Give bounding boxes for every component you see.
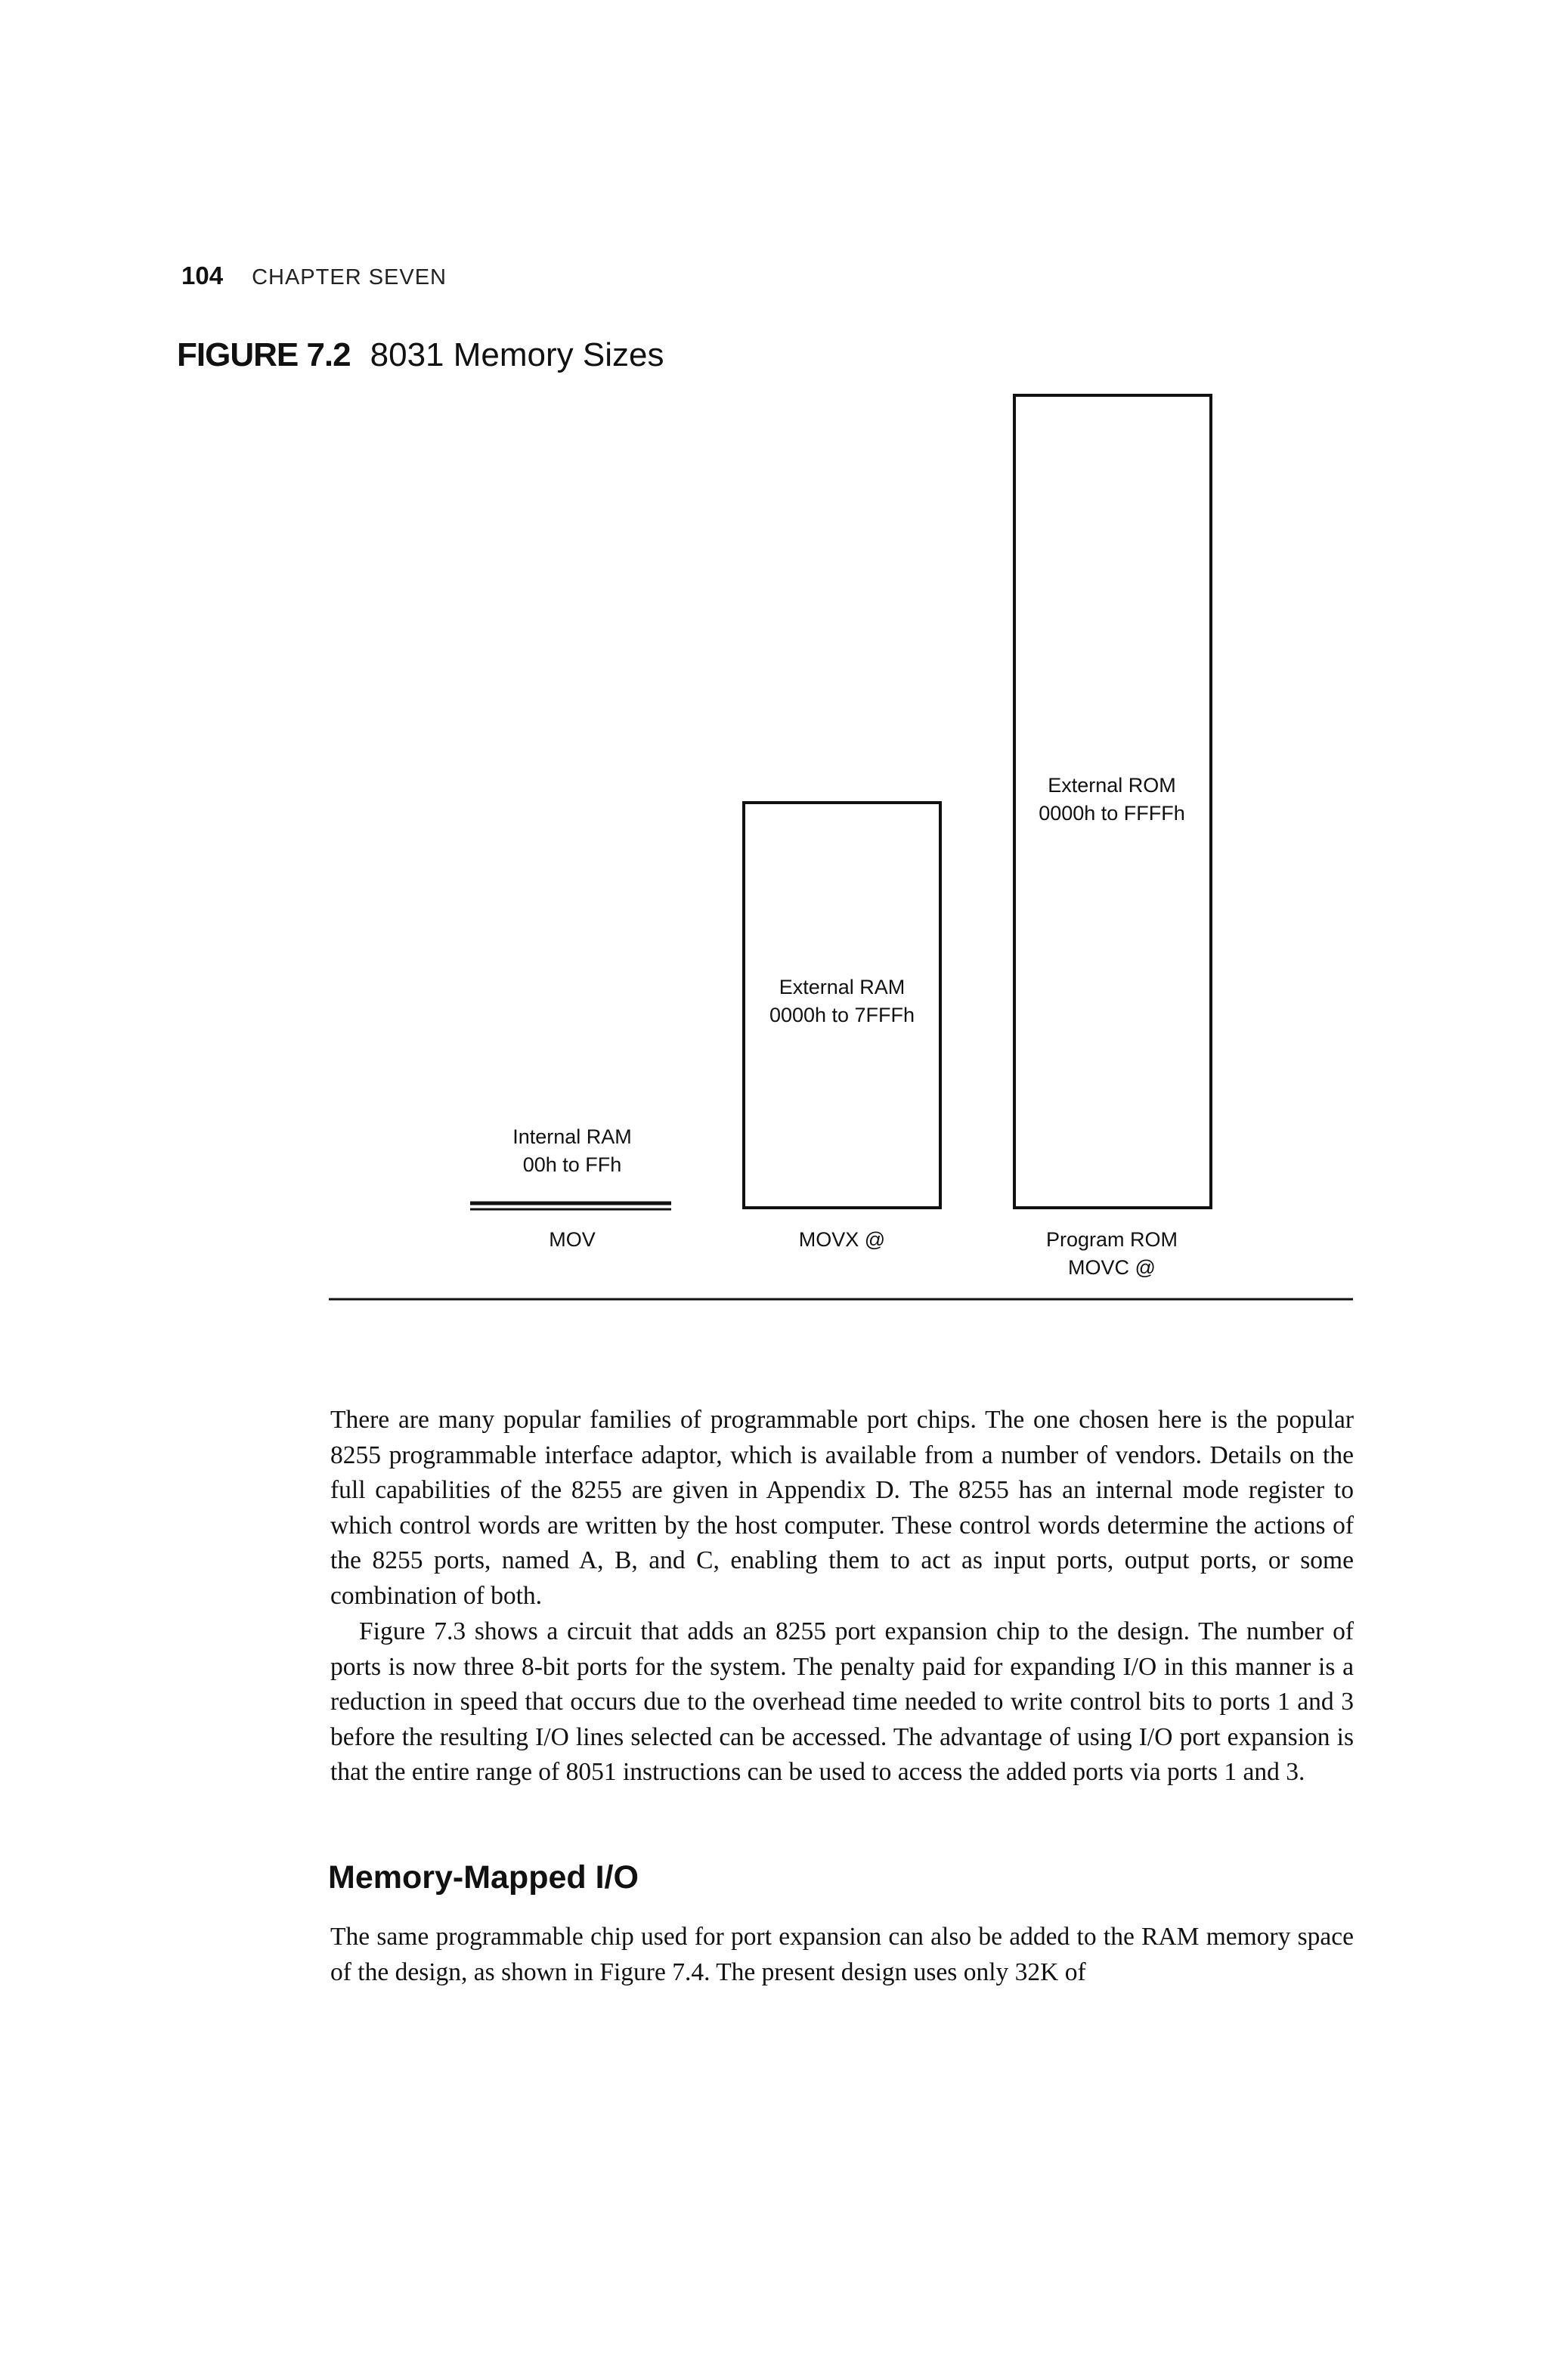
- internal-ram-name: Internal RAM: [512, 1125, 632, 1148]
- internal-ram-label: [512, 1123, 632, 1179]
- internal-ram-range: 00h to FFh: [522, 1153, 622, 1176]
- movc-label: MOVC @: [1068, 1256, 1156, 1279]
- figure-label: FIGURE 7.2: [177, 336, 351, 373]
- internal-ram-instruction: [549, 1226, 596, 1254]
- mov-label: MOV: [549, 1228, 596, 1251]
- external-rom-range: 0000h to FFFFh: [1039, 802, 1185, 825]
- external-rom-name: External ROM: [1048, 774, 1176, 797]
- figure-caption: [177, 336, 664, 374]
- movx-label: MOVX @: [798, 1228, 886, 1251]
- program-rom-label: Program ROM: [1045, 1228, 1178, 1251]
- external-ram-name: External RAM: [779, 976, 906, 998]
- page-number: 104: [181, 262, 224, 289]
- figure-title: 8031 Memory Sizes: [370, 336, 664, 373]
- external-rom-label: [1039, 772, 1185, 828]
- page-header: [181, 262, 447, 290]
- chapter-title: CHAPTER SEVEN: [252, 265, 447, 289]
- external-rom-instruction: [1046, 1226, 1178, 1282]
- section-heading: Memory-Mapped I/O: [328, 1859, 639, 1896]
- external-ram-instruction: [799, 1226, 885, 1254]
- external-ram-range: 0000h to 7FFFh: [769, 1004, 915, 1026]
- paragraph-memory-mapped: The same programmable chip used for port expansion can also be added to the RAM memory space of the design, as shown in Figure 7.4. The present design uses only 32K of: [330, 1923, 1354, 1986]
- external-ram-label: [769, 973, 915, 1029]
- paragraph-figure-7-3: Figure 7.3 shows a circuit that adds an 8255 port expansion chip to the design. The number of ports is now three 8-bit ports for the system. The penalty paid for expanding I/O in this manner is a reduction in speed that occurs due to the overhead time needed to write control bits to ports 1 and 3 before the resulting I/O lines selected can be accessed. The advantage of using I/O port expansion is that the entire range of 8051 instructions can be used to access the added ports via ports 1 and 3.: [330, 1617, 1354, 1787]
- paragraph-port-chips: There are many popular families of programmable port chips. The one chosen here is the popular 8255 programmable interface adaptor, which is available from a number of vendors. Details on the full capabilities of the 8255 are given in Appendix D. The 8255 has an internal mode register to which control words are written by the host computer. These control words determine the actions of the 8255 ports, named A, B, and C, enabling them to act as input ports, output ports, or some combination of both.: [330, 1406, 1354, 1610]
